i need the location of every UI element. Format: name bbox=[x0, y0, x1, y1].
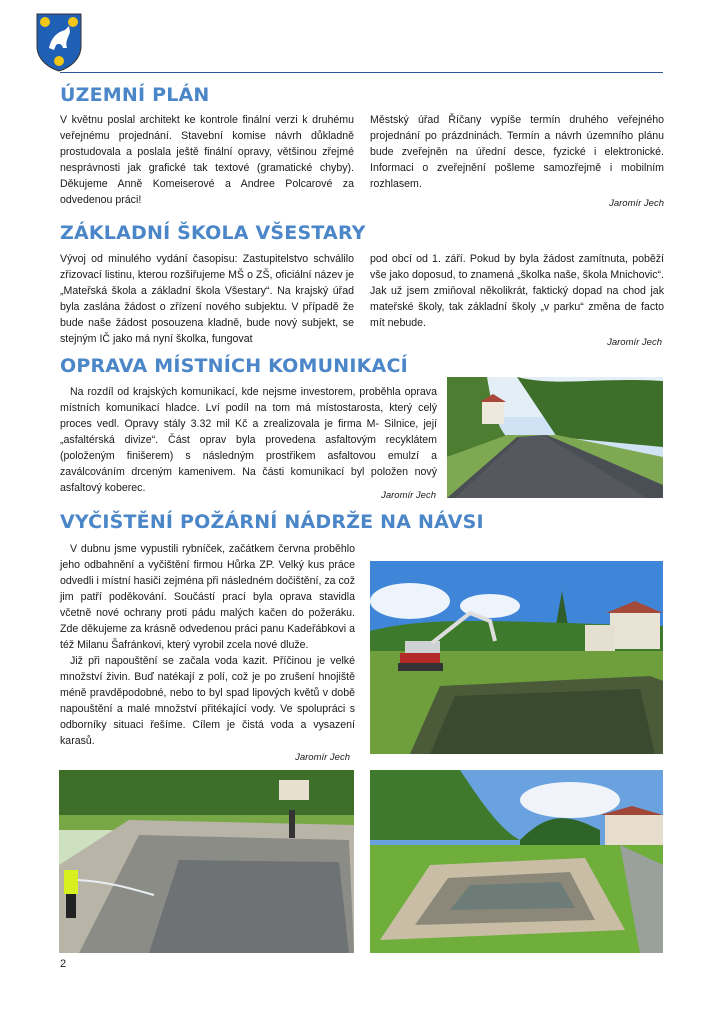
road-photo bbox=[447, 377, 663, 498]
heading-vycisteni-nadrze: VYČIŠTĚNÍ POŽÁRNÍ NÁDRŽE NA NÁVSI bbox=[60, 511, 484, 533]
hasic-photo bbox=[59, 770, 354, 953]
uzemni-plan-col2: Městský úřad Říčany vypíše termín druhého veřejného projednání po prázdninách. Termín a návrh územního plánu bude zveřejněn na úřední desce, fyzické i elektronické. Informaci o zveřejnění pošleme samozřejmě i mobilním rozhlasem. bbox=[370, 114, 664, 190]
skola-col1: Vývoj od minulého vydání časopisu: Zastupitelstvo schválilo zřizovací listinu, kterou rozšiřujeme MŠ o ZŠ, oficiální název je „Mateřská škola a základní škola Všestary“. Na krajský úřad byla zaslána žádost o zřízení nového subjektu. V případě že bude naše žádost posouzena kladně, bude nový subjekt, se stejným IČ jako má nyní školka, fungovat bbox=[60, 253, 354, 345]
author-uzemni-plan: Jaromír Jech bbox=[609, 198, 664, 209]
nadrz-text bbox=[60, 541, 355, 749]
nadrz-para1: V dubnu jsme vypustili rybníček, začátkem června proběhlo jeho odbahnění a vyčištění firmou Hůrka ZP. Velký kus práce odvedli i místní hasiči zejména při následném dočištění, za což jim patří poděkování. Součástí prací byla oprava stavidla včetně nové ochrany proti pádu malých kačen do požeráku. Zde děkujeme za krásně odvedenou práci panu Kadeřábkovi a též Milanu Šafránkovi, který vyrobil zcela nové dluže. bbox=[60, 543, 356, 651]
heading-oprava-komunikaci: OPRAVA MÍSTNÍCH KOMUNIKACÍ bbox=[60, 355, 408, 377]
uzemni-plan-col1: V květnu poslal architekt ke kontrole finální verzi k druhému veřejnému projednání. Stavební komise návrh důkladně prostudovala a poslala ještě finální opravy, většinou zřejmé nesprávnosti jak grafické tak textové (gramatické chyby). Děkujeme Anně Komeiserové a Andree Polcarové za odvedenou práci! bbox=[60, 114, 354, 206]
nadrz-photo bbox=[370, 770, 663, 953]
heading-zakladni-skola: ZÁKLADNÍ ŠKOLA VŠESTARY bbox=[60, 222, 366, 244]
nadrz-para2: Již při napouštění se začala voda kazit. Příčinou je velké množství živin. Buď natékají z polí, což je po zrušení hnojiště méně pravděpodobné, nebo to byl spad lipových květů v době napouštění a malé množství přitékající vody. Ve spolupráci s odborníky situaci řešíme. Cílem je čistá voda a vysazení karasů. bbox=[60, 655, 355, 747]
author-nadrz: Jaromír Jech bbox=[295, 752, 350, 763]
heading-uzemni-plan: ÚZEMNÍ PLÁN bbox=[60, 84, 210, 106]
komunikace-text: Na rozdíl od krajských komunikací, kde nejsme investorem, proběhla oprava místních komunikací hladce. Lví podíl na tom má místostarosta, který celý proces vedl. Opravy stály 3.32 mil Kč a zrealizovala je firma M- Silnice, její „asfaltérská divize“. Část oprav byla provedena asfaltovým recyklátem (položeným finišerem) s následným prostřikem asfaltovou emulzí a zaválcováním drceným kamenivem. Na části komunikací byl položen nový asfaltový koberec. bbox=[60, 386, 437, 494]
page-number: 2 bbox=[60, 958, 67, 970]
village-crest-icon bbox=[35, 12, 83, 72]
author-skola: Jaromír Jech bbox=[607, 337, 662, 348]
excavator-photo bbox=[370, 561, 663, 754]
skola-col2: pod obcí od 1. září. Pokud by byla žádost zamítnuta, poběží vše jako doposud, to znamená „školka naše, škola Mnichovic“. Jak už jsem zmiňoval několikrát, faktický dopad na chod jak mateřské školy, tak základní školy „v parku“ změna de facto mít nebude. bbox=[370, 253, 664, 329]
header-rule bbox=[60, 72, 663, 73]
author-komunikace: Jaromír Jech bbox=[381, 490, 436, 501]
